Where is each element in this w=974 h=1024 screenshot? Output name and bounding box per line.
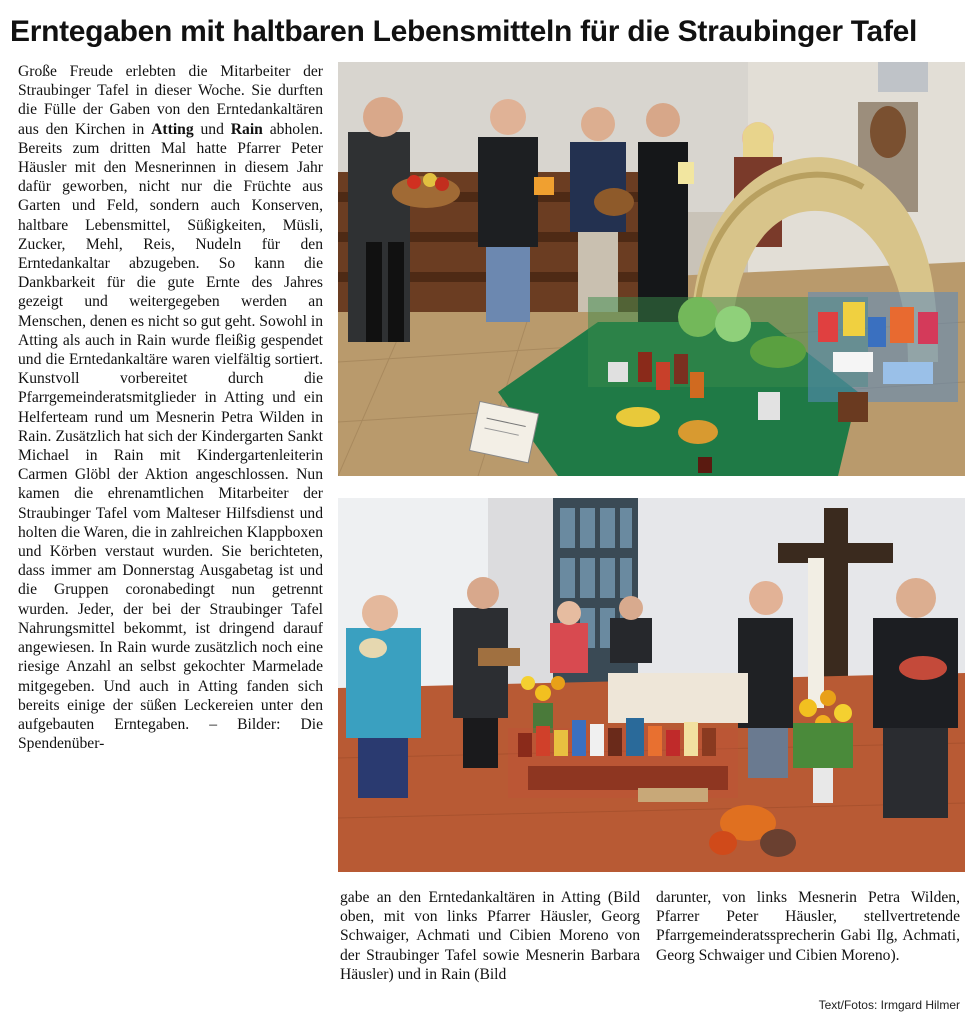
- photo-atting-altar: [338, 62, 965, 476]
- body-text: und: [193, 120, 231, 138]
- headline: Erntegaben mit haltbaren Lebensmitteln für die Straubinger Tafel: [10, 15, 918, 48]
- article-column-3: darunter, von links Mesnerin Petra Wilden, Pfarrer Peter Häusler, stellvertretende Pfarrgemeinderatssprecherin Gabi Ilg, Achmati, Georg Schwaiger und Cibien Moreno).: [656, 889, 960, 964]
- photo-credit: Text/Fotos: Irmgard Hilmer: [818, 998, 960, 1012]
- article-column-1: [18, 62, 323, 1017]
- article-body-paragraph: [18, 62, 323, 753]
- place-rain: Rain: [230, 120, 263, 138]
- body-text: abholen. Bereits zum dritten Mal hatte Pfarrer Peter Häusler mit den Mesnerinnen in diesem Jahr dafür geworben, nicht nur die Früchte aus Garten und Feld, sondern auch Konserven, haltbare Lebensmittel, Süßigkeiten, Müsli, Zucker, Mehl, Reis, Nudeln für den Erntedankaltar abzugeben. So kann die Dankbarkeit für die gute Ernte des Jahres gezeigt und weitergegeben werden an Menschen, denen es nicht so gut geht. Sowohl in Atting als auch in Rain wurde fleißig gespendet und die Erntedankaltäre waren vielfältig sortiert. Kunstvoll vorbereitet durch die Pfarrgemeinderatsmitglieder in Atting und ein Helferteam rund um Mesnerin Petra Wilden in Rain. Zusätzlich hat sich der Kindergarten Sankt Michael in Rain mit Kindergartenleiterin Carmen Glöbl der Aktion angeschlossen. Nun kamen die ehrenamtlichen Mitarbeiter der Straubinger Tafel vom Malteser Hilfsdienst und holten die Waren, die in zahlreichen Klappboxen und Körben verstaut wurden. Sie berichteten, dass immer am Donnerstag Ausgabetag ist und die Gruppen coronabedingt nun getrennt wurden. Jeder, der bei der Straubinger Tafel Nahrungsmittel bekommt, ist dringend darauf angewiesen. In Rain wurde zusätzlich noch eine riesige Anzahl an selbst gekochter Marmelade mitgegeben. Und auch in Atting fanden sich bereits einige der süßen Leckereien unter den aufgebauten Erntegaben. – Bilder: Die Spendenüber-: [18, 120, 323, 753]
- place-atting: Atting: [151, 120, 194, 138]
- article-column-2: gabe an den Erntedankaltären in Atting (Bild oben, mit von links Pfarrer Häusler, Georg Schwaiger, Achmati und Cibien Moreno von der Straubinger Tafel sowie Mesnerin Barbara Häusler) und in Rain (Bild: [340, 889, 640, 983]
- photo-rain-altar: [338, 498, 965, 872]
- body-text: Große Freude erlebten die Mitarbeiter der Straubinger Tafel in dieser Woche. Sie durften die Fülle der Gaben von den Erntedankaltären aus den Kirchen in: [18, 63, 323, 138]
